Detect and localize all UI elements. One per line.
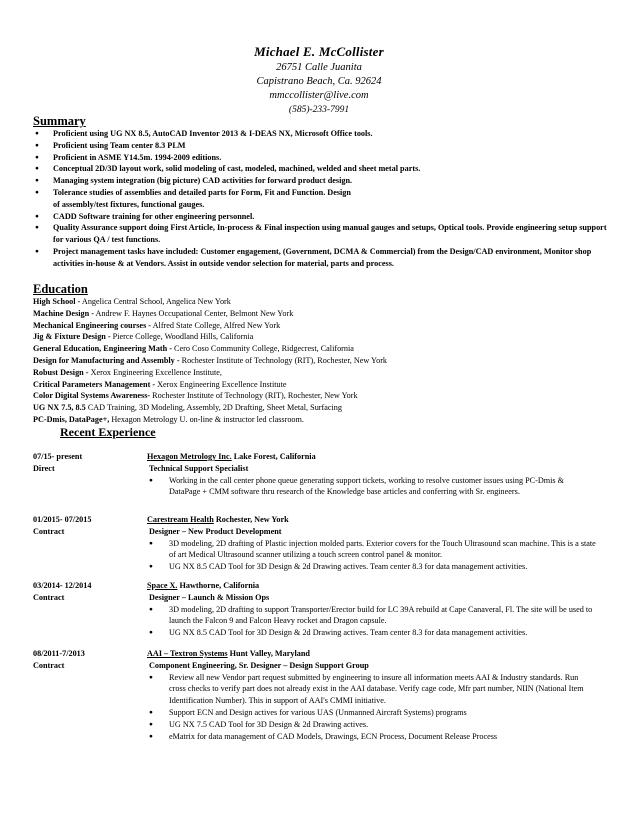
phone-number: (585)-233-7991 [288,105,350,115]
address-line-1: 26751 Calle Juanita [276,62,362,73]
education-item [33,355,608,367]
education-label: PC-Dmis, DataPage+, [33,414,110,424]
education-label: High School - [33,297,81,306]
job-bullets [147,538,597,573]
job-title: Designer – Launch & Mission Ops [149,592,270,602]
education-label: Machine Design - [33,308,94,318]
education-label: Mechanical Engineering courses - [33,320,152,330]
education-item [33,320,608,332]
education-label: UG NX 7.5, 8.5 [33,403,86,413]
education-label: Design for Manufacturing and Assembly - [33,355,180,365]
job-bullet: ● Support ECN and Design actives for various UAS (Unmanned Aircraft Systems) programs [147,707,597,719]
education-item [33,343,608,355]
education-text: Hexagon Metrology U. on-line & instructor led classroom. [109,414,304,424]
education-label: Robust Design - [33,367,89,377]
job-type: Contract [33,592,65,602]
summary-item: ● Conceptual 2D/3D layout work, solid modeling of cast, modeled, machined, welded and sheet metal parts. [33,163,608,175]
job-title: Designer – New Product Development [149,526,282,536]
job-type: Contract [33,526,65,536]
education-text: Angelica Central School, Angelica New York [80,297,231,306]
education-label: General Education, Engineering Math - [33,344,172,354]
job-company: Space X. [147,581,178,590]
job-dates: 03/2014- 12/2014 [33,581,92,590]
job-company-line [147,580,259,592]
education-item [33,414,608,426]
education-item [33,379,608,391]
education-text: Pierce College, Woodland Hills, California [110,332,254,342]
job-location: Rochester, New York [213,515,289,524]
job-bullet: ● UG NX 8.5 CAD Tool for 3D Design & 2d Drawing actives. Team center 8.3 for data management activities. [147,561,597,573]
education-text: Xerox Engineering Excellence Institute [155,379,287,389]
job-bullet: ● UG NX 7.5 CAD Tool for 3D Design & 2d Drawing actives. [147,719,597,731]
job-company-line [147,451,316,463]
education-text: Xerox Engineering Excellence Institute, [88,367,222,377]
education-text: Alfred State College, Alfred New York [151,320,281,330]
education-text: Cero Coso Community College, Ridgecrest, California [171,344,354,354]
job-bullets [147,475,597,499]
job-company: Hexagon Metrology Inc. [147,452,232,461]
education-item [33,296,608,308]
job-type: Contract [33,660,65,670]
job-location: Hawthorne, California [177,581,260,590]
job-company: Carestream Health [147,515,214,524]
education-text: Andrew F. Haynes Occupational Center, Belmont New York [93,308,294,318]
summary-item: ● CADD Software training for other engineering personnel. [33,211,608,223]
summary-list [33,128,608,270]
job-company: AAI – Textron Systems [147,649,228,658]
education-text: Rochester Institute of Technology (RIT), Rochester, New York [179,355,388,365]
summary-item: ● Project management tasks have included: Customer engagement, (Government, DCMA & Commercial) from the Design/CAD environment, Monitor shop activities in-house & at Vendors. Assist in outside vendor selection for material, parts and process. [33,246,608,270]
education-label: Jig & Fixture Design - [33,332,111,342]
summary-item: ● Proficient using UG NX 8.5, AutoCAD Inventor 2013 & I-DEAS NX, Microsoft Office tools. [33,128,608,140]
job-title: Technical Support Specialist [149,463,249,473]
education-item [33,308,608,320]
job-location: Lake Forest, California [231,452,316,461]
education-list [33,296,608,426]
job-company-line [147,514,289,526]
summary-item: ● Quality Assurance support doing First Article, In-process & Final inspection using manual gauges and setups, Optical tools. Provide engineering setup support for various QA / test functions. [33,222,608,246]
address-line-2: Capistrano Beach, Ca. 92624 [256,76,382,87]
email-address: mmccollister@live.com [269,90,369,101]
summary-item: ● Tolerance studies of assemblies and detailed parts for Form, Fit and Function. Design of assembly/test fixtures, functional gauges. [33,187,608,211]
summary-item: ● Proficient using Team center 8.3 PLM [33,140,608,152]
education-item [33,331,608,343]
applicant-name: Michael E. McCollister [254,44,384,59]
education-text: CAD Training, 3D Modeling, Assembly, 2D Drafting, Sheet Metal, Surfacing [85,403,342,413]
job-title: Component Engineering, Sr. Designer – Design Support Group [149,660,369,670]
job-bullets [147,672,597,743]
job-bullet: ● Review all new Vendor part request submitted by engineering to insure all information meets AAI & Industry standards. Run cross checks to verify part does not already exist in the AAI database. Verify cage code, Mfr part number, NIIN (National Item Identification Number). This in support of AAI's CMMI initiative. [147,672,597,707]
education-text: Rochester Institute of Technology (RIT), Rochester, New York [150,391,358,401]
job-dates: 01/2015- 07/2015 [33,515,92,524]
job-dates: 07/15- present [33,452,83,461]
job-type: Direct [33,463,55,473]
education-heading: Education [33,282,88,296]
education-item [33,402,608,414]
job-dates: 08/2011-7/2013 [33,649,85,658]
education-label: Color Digital Systems Awareness- [33,391,151,401]
education-item [33,367,608,379]
education-label: Critical Parameters Management - [33,379,156,389]
job-bullets [147,604,597,639]
job-company-line [147,648,310,660]
job-bullet: ● Working in the call center phone queue generating support tickets, working to resolve customer issues using PC-Dmis & DataPage + CMM software thru research of the Knowledge base articles and conferring with Sr. engineers. [147,475,597,499]
job-bullet: ● 3D modeling, 2D drafting of Plastic injection molded parts. Exterior covers for the Touch Ultrasound scan machine. This is a state of art Medical Ultrasound scanner utilizing a touch screen control panel & monitor. [147,538,597,562]
summary-item: ● Managing system integration (big picture) CAD activities for forward product design. [33,175,608,187]
job-location: Hunt Valley, Maryland [227,649,310,658]
job-bullet: ● 3D modeling, 2D drafting to support Transporter/Erector build for LC 39A rebuild at Cape Canaveral, Fl. The site will be used to launch the Falcon 9 and Falcon Heavy rocket and Dragon capsule. [147,604,597,628]
job-bullet: ● eMatrix for data management of CAD Models, Drawings, ECN Process, Document Release Process [147,731,597,743]
experience-heading: Recent Experience [60,425,156,439]
job-bullet: ● UG NX 8.5 CAD Tool for 3D Design & 2d Drawing actives. Team center 8.3 for data management activities. [147,627,597,639]
summary-heading: Summary [33,114,86,128]
education-item [33,390,608,402]
summary-item: ● Proficient in ASME Y14.5m. 1994-2009 editions. [33,152,608,164]
